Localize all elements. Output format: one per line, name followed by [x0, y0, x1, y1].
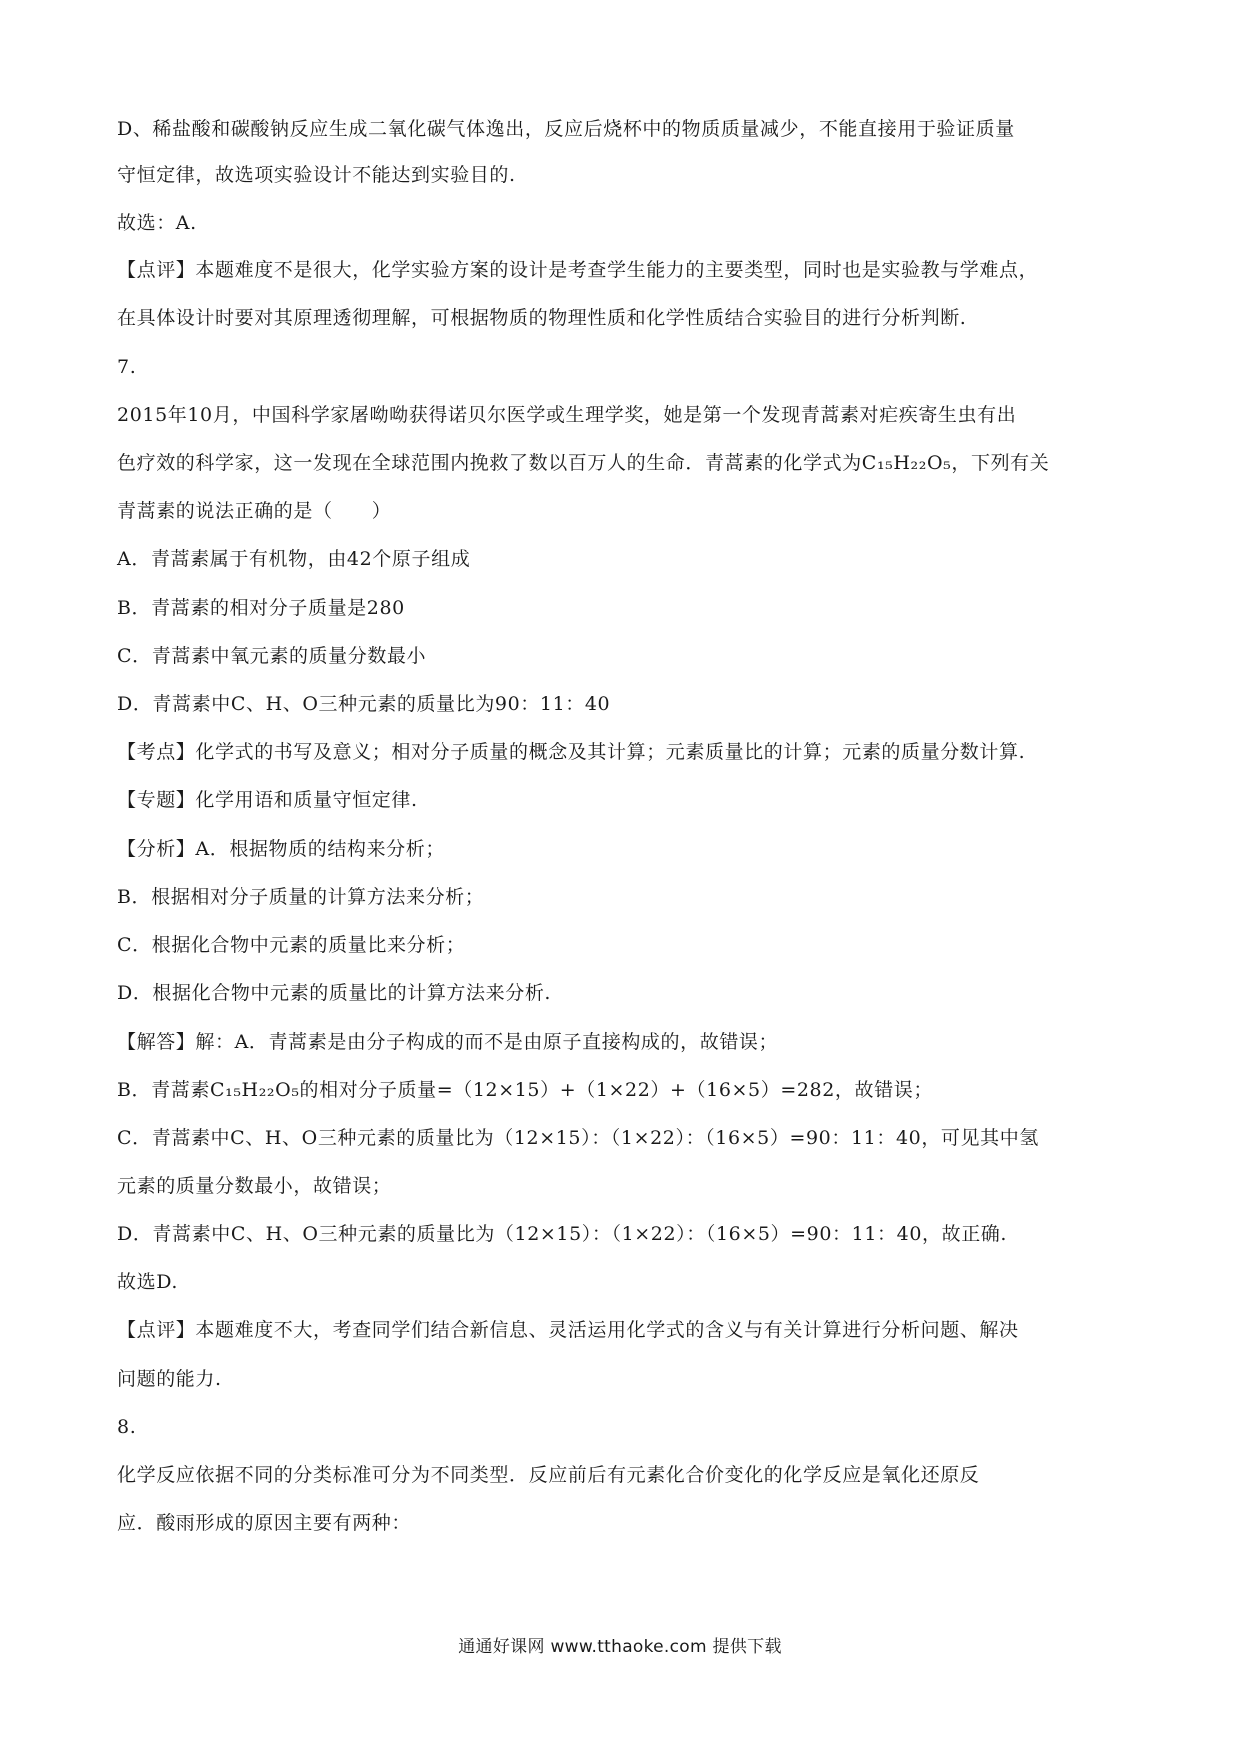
- text-line: 【点评】本题难度不是很大，化学实验方案的设计是考查学生能力的主要类型，同时也是实验教与学难点，: [117, 259, 1039, 281]
- text-line: B．青蒿素C₁₅H₂₂O₅的相对分子质量=（12×15）+（1×22）+（16×5）=282，故错误；: [117, 1079, 933, 1101]
- text-line: 守恒定律，故选项实验设计不能达到实验目的.: [117, 164, 516, 186]
- option-a: A．青蒿素属于有机物，由42个原子组成: [117, 548, 471, 570]
- text-line: 应．酸雨形成的原因主要有两种：: [117, 1512, 412, 1534]
- text-line: D、稀盐酸和碳酸钠反应生成二氧化碳气体逸出，反应后烧杯中的物质质量减少，不能直接用于验证质量: [117, 118, 1015, 140]
- text-line: 化学反应依据不同的分类标准可分为不同类型．反应前后有元素化合价变化的化学反应是氧化还原反: [117, 1464, 980, 1486]
- text-line: 【分析】A．根据物质的结构来分析；: [117, 838, 445, 860]
- text-line: C．根据化合物中元素的质量比来分析；: [117, 934, 466, 956]
- page-footer: 通通好课网 www.tthaoke.com 提供下载: [458, 1637, 782, 1657]
- text-line: B．根据相对分子质量的计算方法来分析；: [117, 886, 485, 908]
- text-line: 元素的质量分数最小，故错误；: [117, 1175, 392, 1197]
- text-line: D．根据化合物中元素的质量比的计算方法来分析.: [117, 982, 552, 1004]
- text-line: 故选：A.: [117, 212, 197, 234]
- text-line: 【考点】化学式的书写及意义；相对分子质量的概念及其计算；元素质量比的计算；元素的质量分数计算.: [117, 741, 1026, 763]
- question-number: 7.: [117, 356, 137, 378]
- text-line: 【专题】化学用语和质量守恒定律.: [117, 789, 418, 811]
- text-line: C．青蒿素中C、H、O三种元素的质量比为（12×15）：（1×22）：（16×5）=90：11：40，可见其中氢: [117, 1127, 1039, 1149]
- text-line: 【解答】解：A．青蒿素是由分子构成的而不是由原子直接构成的，故错误；: [117, 1031, 779, 1053]
- text-line: D．青蒿素中C、H、O三种元素的质量比为（12×15）：（1×22）：（16×5）=90：11：40，故正确.: [117, 1223, 1008, 1245]
- text-line: 问题的能力.: [117, 1368, 222, 1390]
- text-line: 在具体设计时要对其原理透彻理解，可根据物质的物理性质和化学性质结合实验目的进行分析判断.: [117, 307, 967, 329]
- text-line: 2015年10月，中国科学家屠呦呦获得诺贝尔医学或生理学奖，她是第一个发现青蒿素对疟疾寄生虫有出: [117, 404, 1017, 426]
- text-line: 【点评】本题难度不大，考查同学们结合新信息、灵活运用化学式的含义与有关计算进行分析问题、解决: [117, 1319, 1019, 1341]
- option-c: C．青蒿素中氧元素的质量分数最小: [117, 645, 427, 667]
- option-d: D．青蒿素中C、H、O三种元素的质量比为90：11：40: [117, 693, 611, 715]
- question-number: 8.: [117, 1416, 137, 1438]
- text-line: 故选D.: [117, 1271, 178, 1293]
- text-line: 色疗效的科学家，这一发现在全球范围内挽救了数以百万人的生命．青蒿素的化学式为C₁₅H₂₂O₅，下列有关: [117, 452, 1050, 474]
- option-b: B．青蒿素的相对分子质量是280: [117, 597, 405, 619]
- text-line: 青蒿素的说法正确的是（ ）: [117, 500, 392, 522]
